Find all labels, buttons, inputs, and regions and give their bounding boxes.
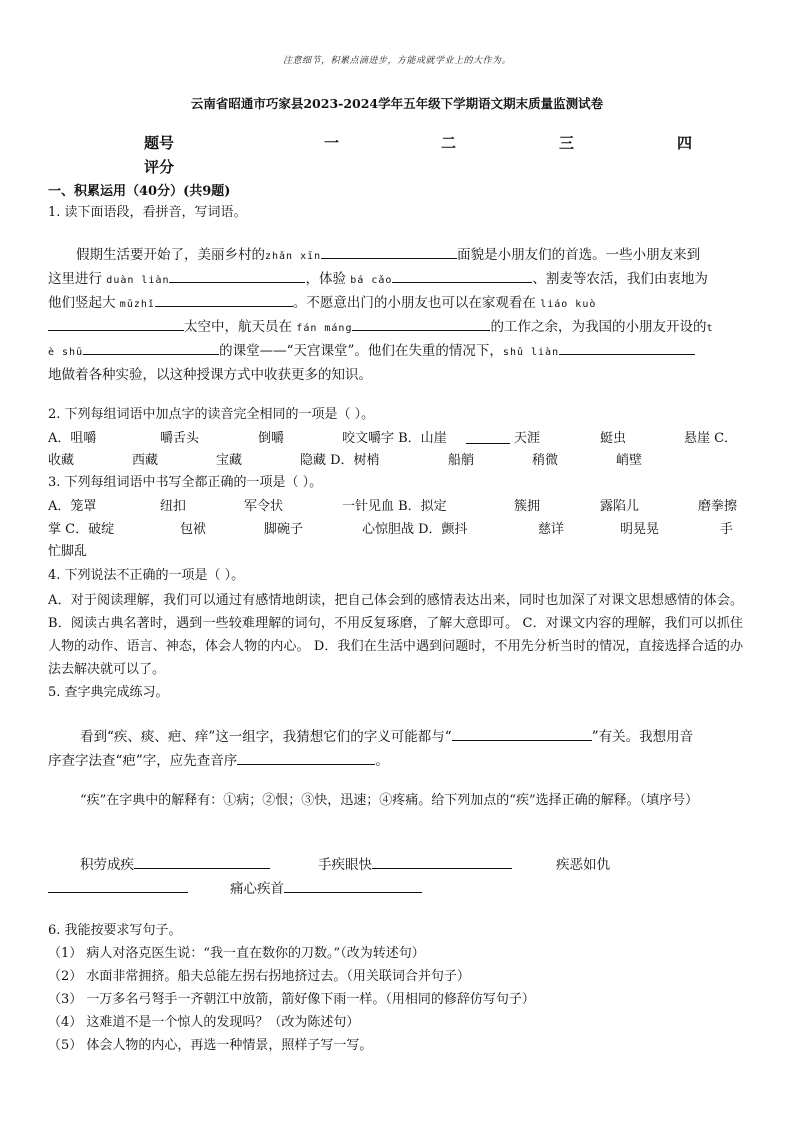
score-col-3: 三 bbox=[559, 134, 575, 152]
q5-text: 。 bbox=[375, 753, 389, 769]
q3-option: 露陷儿 bbox=[600, 499, 640, 514]
score-table-row-label: 题号 bbox=[144, 134, 175, 152]
q1-text: ，体验 bbox=[305, 271, 346, 287]
answer-blank[interactable] bbox=[134, 854, 270, 869]
q3-option: 手 bbox=[720, 522, 734, 537]
q3-option: 簇拥 bbox=[514, 499, 541, 514]
q1-line-4 bbox=[48, 316, 714, 340]
q1-text: 假期生活要开始了，美丽乡村的 bbox=[76, 247, 265, 263]
q3-option: 掌 C．破绽 bbox=[48, 522, 115, 537]
answer-blank[interactable] bbox=[392, 268, 532, 283]
q5-word-2 bbox=[318, 854, 512, 876]
question-5-prompt: 5. 查字典完成练习。 bbox=[48, 685, 169, 700]
q3-option: 军令状 bbox=[244, 499, 284, 514]
q2-option: 宝藏 bbox=[216, 453, 243, 468]
q5-instruction: “疾”在字典中的解释有：①病；②恨；③快，迅速；④疼痛。给下列加点的“疾”选择正确的解释。（填序号） bbox=[80, 793, 699, 808]
score-col-2: 二 bbox=[441, 134, 457, 152]
q6-item: （2） 水面非常拥挤。船夫总能左拐右拐地挤过去。（用关联词合并句子） bbox=[48, 969, 470, 984]
q6-item: （4） 这难道不是一个惊人的发现吗？（改为陈述句） bbox=[48, 1015, 360, 1030]
answer-blank[interactable] bbox=[372, 854, 512, 869]
q1-line-3 bbox=[48, 292, 596, 316]
pinyin: è shū bbox=[48, 347, 84, 358]
answer-blank[interactable] bbox=[284, 878, 422, 893]
q1-text: 的工作之余，为我国的小朋友开设的 bbox=[490, 319, 707, 335]
underline bbox=[466, 443, 510, 444]
q5-word: 积劳成疾 bbox=[80, 857, 134, 873]
answer-blank[interactable] bbox=[83, 340, 219, 355]
q3-option: 慈详 bbox=[538, 522, 565, 537]
q1-text: 太空中，航天员在 bbox=[184, 319, 292, 335]
q5-word-3 bbox=[556, 854, 610, 876]
q1-text: 他们竖起大 bbox=[48, 295, 116, 311]
q5-word: 疾恶如仇 bbox=[556, 857, 610, 873]
answer-blank[interactable] bbox=[169, 268, 305, 283]
pinyin: shǔ liàn bbox=[502, 347, 560, 358]
pinyin: mǔzhǐ bbox=[119, 299, 155, 310]
q2-option: 稍微 bbox=[532, 453, 559, 468]
q2-option: 收藏 bbox=[48, 453, 75, 468]
answer-blank[interactable] bbox=[237, 750, 375, 765]
q1-text: 的课堂——“天宫课堂”。他们在失重的情况下， bbox=[219, 343, 503, 359]
q3-option: 纽扣 bbox=[160, 499, 187, 514]
q5-word-1 bbox=[80, 854, 270, 876]
q2-option: 悬崖 C． bbox=[684, 431, 738, 446]
q3-option: 磨拳擦 bbox=[698, 499, 738, 514]
q6-item: （3） 一万多名弓弩手一齐朝江中放箭，箭好像下雨一样。（用相同的修辞仿写句子） bbox=[48, 992, 535, 1007]
q5-line-2 bbox=[48, 750, 389, 772]
q2-option: 船艄 bbox=[448, 453, 475, 468]
q2-option: 天涯 bbox=[514, 431, 541, 446]
exam-title: 云南省昭通市巧家县2023-2024学年五年级下学期语文期末质量监测试卷 bbox=[190, 96, 604, 111]
pinyin: fán máng bbox=[296, 323, 353, 334]
q3-option: A．笼罩 bbox=[48, 499, 97, 514]
question-4-prompt: 4. 下列说法不正确的一项是（ ）。 bbox=[48, 568, 245, 583]
q2-option: 隐藏 D．树梢 bbox=[300, 453, 380, 468]
q1-line-2 bbox=[48, 268, 708, 292]
answer-blank[interactable] bbox=[48, 316, 184, 331]
score-col-1: 一 bbox=[324, 134, 340, 152]
answer-blank[interactable] bbox=[559, 340, 695, 355]
header-motto: 注意细节，积累点滴进步，方能成就学业上的大作为。 bbox=[282, 56, 511, 66]
q5-word-4 bbox=[230, 878, 422, 900]
q2-option: 咬文嚼字 B．山崖 bbox=[342, 431, 447, 446]
answer-blank[interactable] bbox=[352, 316, 490, 331]
q2-option: 峭壁 bbox=[616, 453, 643, 468]
pinyin: t bbox=[706, 323, 714, 334]
q4-options: A．对于阅读理解，我们可以通过有感情地朗读，把自己体会到的感情表达出来，同时也加深了对课文思想感情的体会。 B．阅读古典名著时，遇到一些较难理解的词句，不用反复琢磨，了解大意即可。 C．对课文内容的理解，我们可以抓住人物的动作、语言、神态，体会人物的内心。 D．我们在生活中遇到问题时，不用先分析当时的情况，直接选择合适的办法去解决就可以了。 bbox=[48, 593, 743, 677]
section-heading: 一、积累运用（40分）(共9题) bbox=[48, 184, 231, 199]
question-1-prompt: 1. 读下面语段，看拼音，写词语。 bbox=[48, 205, 247, 220]
answer-blank[interactable] bbox=[48, 878, 188, 893]
q6-item: （5） 体会人物的内心，再选一种情景，照样子写一写。 bbox=[48, 1038, 373, 1053]
q2-option: A．咀嚼 bbox=[48, 431, 97, 446]
q3-option: 明晃晃 bbox=[620, 522, 660, 537]
q5-text: ”有关。我想用音 bbox=[591, 729, 694, 745]
q1-text: 、割麦等农活，我们由衷地为 bbox=[532, 271, 708, 287]
q1-line-5 bbox=[48, 340, 695, 364]
answer-blank[interactable] bbox=[452, 726, 592, 741]
q1-line-1 bbox=[76, 244, 700, 268]
answer-blank[interactable] bbox=[155, 292, 293, 307]
q5-text: 看到“疾、痰、疤、痒”这一组字，我猜想它们的字义可能都与“ bbox=[80, 729, 452, 745]
pinyin: duàn liàn bbox=[106, 275, 170, 286]
q5-word-4-line bbox=[48, 878, 188, 900]
q1-text: 。不愿意出门的小朋友也可以在家观看在 bbox=[292, 295, 536, 311]
question-3-prompt: 3. 下列每组词语中书写全都正确的一项是（ ）。 bbox=[48, 475, 323, 490]
question-2-prompt: 2. 下列每组词语中加点字的读音完全相同的一项是（ ）。 bbox=[48, 407, 375, 422]
q3-option: 包袱 bbox=[180, 522, 207, 537]
q6-item: （1） 病人对洛克医生说：“我一直在数你的刀数。”（改为转述句） bbox=[48, 946, 425, 961]
q3-option: 脚碗子 bbox=[264, 522, 304, 537]
q5-word: 手疾眼快 bbox=[318, 857, 372, 873]
q5-text: 序查字法查“疤”字，应先查音序 bbox=[48, 753, 238, 769]
q3-option: 一针见血 B．拟定 bbox=[342, 499, 447, 514]
q1-text: 面貌是小朋友们的首选。一些小朋友来到 bbox=[457, 247, 701, 263]
answer-blank[interactable] bbox=[321, 244, 457, 259]
score-col-4: 四 bbox=[677, 134, 693, 152]
q5-word: 痛心疾首 bbox=[230, 881, 284, 897]
q3-option: 心惊胆战 D．颤抖 bbox=[362, 522, 468, 537]
q2-option: 倒嚼 bbox=[258, 431, 285, 446]
q2-option: 蜓虫 bbox=[600, 431, 627, 446]
q3-option: 忙脚乱 bbox=[48, 544, 88, 559]
q2-option: 嚼舌头 bbox=[160, 431, 200, 446]
score-table-score-label: 评分 bbox=[144, 158, 175, 176]
pinyin: zhǎn xīn bbox=[265, 251, 322, 262]
q1-text: 这里进行 bbox=[48, 271, 102, 287]
q1-line-6: 地做着各种实验，以这种授课方式中收获更多的知识。 bbox=[48, 367, 372, 383]
pinyin: liáo kuò bbox=[540, 299, 597, 310]
pinyin: bá cǎo bbox=[350, 275, 393, 286]
q5-line-1 bbox=[80, 726, 693, 748]
question-6-prompt: 6. 我能按要求写句子。 bbox=[48, 923, 182, 938]
q2-option: 西藏 bbox=[132, 453, 159, 468]
